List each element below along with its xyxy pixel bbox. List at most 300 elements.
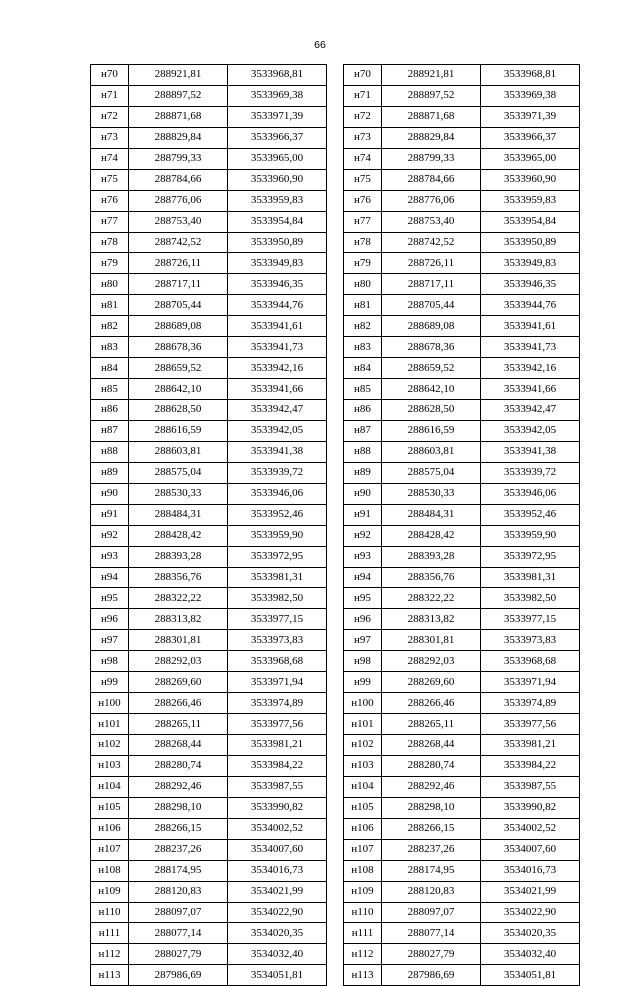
y-coordinate-cell: 3533946,06 <box>481 483 580 504</box>
point-id-cell: н79 <box>344 253 382 274</box>
y-coordinate-cell: 3533941,61 <box>228 316 327 337</box>
x-coordinate-cell: 288322,22 <box>129 588 228 609</box>
point-id-cell: н73 <box>344 127 382 148</box>
x-coordinate-cell: 288484,31 <box>382 504 481 525</box>
point-id-cell: н89 <box>91 462 129 483</box>
x-coordinate-cell: 288921,81 <box>129 65 228 86</box>
y-coordinate-cell: 3533977,56 <box>481 714 580 735</box>
table-row <box>344 965 580 986</box>
point-id-cell: н111 <box>91 923 129 944</box>
table-row <box>344 546 580 567</box>
point-id-cell: н109 <box>344 881 382 902</box>
x-coordinate-cell: 288356,76 <box>382 567 481 588</box>
x-coordinate-cell: 288530,33 <box>382 483 481 504</box>
y-coordinate-cell: 3533990,82 <box>228 797 327 818</box>
x-coordinate-cell: 288799,33 <box>129 148 228 169</box>
x-coordinate-cell: 288603,81 <box>129 441 228 462</box>
x-coordinate-cell: 288742,52 <box>382 232 481 253</box>
x-coordinate-cell: 288120,83 <box>129 881 228 902</box>
y-coordinate-cell: 3533942,47 <box>481 400 580 421</box>
x-coordinate-cell: 288726,11 <box>129 253 228 274</box>
x-coordinate-cell: 288393,28 <box>382 546 481 567</box>
y-coordinate-cell: 3534002,52 <box>481 818 580 839</box>
point-id-cell: н75 <box>344 169 382 190</box>
y-coordinate-cell: 3533942,05 <box>481 420 580 441</box>
table-row <box>91 441 327 462</box>
y-coordinate-cell: 3533942,47 <box>228 400 327 421</box>
x-coordinate-cell: 288428,42 <box>382 525 481 546</box>
y-coordinate-cell: 3533987,55 <box>228 776 327 797</box>
point-id-cell: н77 <box>344 211 382 232</box>
x-coordinate-cell: 288301,81 <box>129 630 228 651</box>
table-row <box>91 337 327 358</box>
point-id-cell: н88 <box>91 441 129 462</box>
page-number: 66 <box>314 39 326 51</box>
point-id-cell: н110 <box>91 902 129 923</box>
point-id-cell: н98 <box>344 651 382 672</box>
y-coordinate-cell: 3533944,76 <box>228 295 327 316</box>
table-row <box>344 420 580 441</box>
y-coordinate-cell: 3533977,15 <box>481 609 580 630</box>
table-row <box>344 65 580 86</box>
table-row <box>91 588 327 609</box>
x-coordinate-cell: 288726,11 <box>382 253 481 274</box>
table-row <box>344 232 580 253</box>
table-row <box>91 169 327 190</box>
y-coordinate-cell: 3533969,38 <box>228 85 327 106</box>
table-row <box>344 755 580 776</box>
point-id-cell: н112 <box>344 944 382 965</box>
point-id-cell: н105 <box>91 797 129 818</box>
point-id-cell: н97 <box>344 630 382 651</box>
table-row <box>91 755 327 776</box>
y-coordinate-cell: 3533960,90 <box>481 169 580 190</box>
x-coordinate-cell: 288298,10 <box>129 797 228 818</box>
x-coordinate-cell: 288642,10 <box>382 379 481 400</box>
x-coordinate-cell: 288097,07 <box>129 902 228 923</box>
table-row <box>344 295 580 316</box>
point-id-cell: н72 <box>91 106 129 127</box>
x-coordinate-cell: 288269,60 <box>129 672 228 693</box>
x-coordinate-cell: 288776,06 <box>382 190 481 211</box>
y-coordinate-cell: 3533968,68 <box>228 651 327 672</box>
point-id-cell: н94 <box>91 567 129 588</box>
y-coordinate-cell: 3533973,83 <box>228 630 327 651</box>
y-coordinate-cell: 3534022,90 <box>228 902 327 923</box>
table-row <box>344 483 580 504</box>
y-coordinate-cell: 3533971,94 <box>228 672 327 693</box>
y-coordinate-cell: 3533946,35 <box>481 274 580 295</box>
x-coordinate-cell: 288313,82 <box>129 609 228 630</box>
point-id-cell: н86 <box>91 400 129 421</box>
y-coordinate-cell: 3533966,37 <box>481 127 580 148</box>
y-coordinate-cell: 3534016,73 <box>228 860 327 881</box>
table-row <box>344 441 580 462</box>
table-row <box>91 902 327 923</box>
y-coordinate-cell: 3534020,35 <box>228 923 327 944</box>
point-id-cell: н92 <box>344 525 382 546</box>
y-coordinate-cell: 3533968,81 <box>228 65 327 86</box>
y-coordinate-cell: 3534021,99 <box>228 881 327 902</box>
y-coordinate-cell: 3533954,84 <box>481 211 580 232</box>
point-id-cell: н89 <box>344 462 382 483</box>
point-id-cell: н78 <box>344 232 382 253</box>
x-coordinate-cell: 288871,68 <box>382 106 481 127</box>
table-row <box>91 190 327 211</box>
point-id-cell: н94 <box>344 567 382 588</box>
x-coordinate-cell: 288120,83 <box>382 881 481 902</box>
x-coordinate-cell: 288717,11 <box>129 274 228 295</box>
coordinates-table-right <box>343 64 580 986</box>
point-id-cell: н95 <box>91 588 129 609</box>
x-coordinate-cell: 288659,52 <box>129 358 228 379</box>
x-coordinate-cell: 288829,84 <box>382 127 481 148</box>
table-row <box>344 693 580 714</box>
x-coordinate-cell: 288266,46 <box>129 693 228 714</box>
table-row <box>344 274 580 295</box>
point-id-cell: н83 <box>344 337 382 358</box>
point-id-cell: н103 <box>91 755 129 776</box>
point-id-cell: н95 <box>344 588 382 609</box>
point-id-cell: н80 <box>91 274 129 295</box>
x-coordinate-cell: 288322,22 <box>382 588 481 609</box>
table-row <box>344 818 580 839</box>
y-coordinate-cell: 3533974,89 <box>481 693 580 714</box>
x-coordinate-cell: 288603,81 <box>382 441 481 462</box>
table-row <box>91 651 327 672</box>
y-coordinate-cell: 3533950,89 <box>228 232 327 253</box>
y-coordinate-cell: 3533942,16 <box>481 358 580 379</box>
x-coordinate-cell: 288301,81 <box>382 630 481 651</box>
y-coordinate-cell: 3533959,90 <box>228 525 327 546</box>
y-coordinate-cell: 3533946,06 <box>228 483 327 504</box>
table-row <box>344 211 580 232</box>
table-row <box>91 211 327 232</box>
table-row <box>344 651 580 672</box>
point-id-cell: н76 <box>344 190 382 211</box>
x-coordinate-cell: 288776,06 <box>129 190 228 211</box>
point-id-cell: н93 <box>344 546 382 567</box>
x-coordinate-cell: 288292,46 <box>129 776 228 797</box>
x-coordinate-cell: 287986,69 <box>382 965 481 986</box>
x-coordinate-cell: 288742,52 <box>129 232 228 253</box>
x-coordinate-cell: 288266,15 <box>382 818 481 839</box>
x-coordinate-cell: 288628,50 <box>129 400 228 421</box>
y-coordinate-cell: 3534016,73 <box>481 860 580 881</box>
x-coordinate-cell: 288616,59 <box>129 420 228 441</box>
x-coordinate-cell: 288897,52 <box>129 85 228 106</box>
table-row <box>91 65 327 86</box>
x-coordinate-cell: 288689,08 <box>129 316 228 337</box>
table-row <box>344 609 580 630</box>
table-row <box>91 609 327 630</box>
point-id-cell: н85 <box>91 379 129 400</box>
table-row <box>344 148 580 169</box>
y-coordinate-cell: 3533950,89 <box>481 232 580 253</box>
x-coordinate-cell: 288871,68 <box>129 106 228 127</box>
table-row <box>91 295 327 316</box>
point-id-cell: н77 <box>91 211 129 232</box>
table-row <box>344 169 580 190</box>
point-id-cell: н76 <box>91 190 129 211</box>
y-coordinate-cell: 3533942,16 <box>228 358 327 379</box>
point-id-cell: н107 <box>344 839 382 860</box>
y-coordinate-cell: 3534051,81 <box>481 965 580 986</box>
coordinates-table-left <box>90 64 327 986</box>
point-id-cell: н113 <box>91 965 129 986</box>
point-id-cell: н96 <box>344 609 382 630</box>
x-coordinate-cell: 288174,95 <box>382 860 481 881</box>
y-coordinate-cell: 3533968,68 <box>481 651 580 672</box>
table-row <box>344 944 580 965</box>
y-coordinate-cell: 3533960,90 <box>228 169 327 190</box>
point-id-cell: н86 <box>344 400 382 421</box>
y-coordinate-cell: 3533981,21 <box>481 735 580 756</box>
y-coordinate-cell: 3534032,40 <box>481 944 580 965</box>
y-coordinate-cell: 3533972,95 <box>228 546 327 567</box>
x-coordinate-cell: 288705,44 <box>129 295 228 316</box>
y-coordinate-cell: 3533981,31 <box>228 567 327 588</box>
point-id-cell: н75 <box>91 169 129 190</box>
y-coordinate-cell: 3533941,38 <box>481 441 580 462</box>
y-coordinate-cell: 3533971,39 <box>481 106 580 127</box>
table-row <box>91 379 327 400</box>
point-id-cell: н74 <box>344 148 382 169</box>
point-id-cell: н108 <box>91 860 129 881</box>
point-id-cell: н99 <box>344 672 382 693</box>
y-coordinate-cell: 3533972,95 <box>481 546 580 567</box>
table-row <box>344 504 580 525</box>
y-coordinate-cell: 3533959,90 <box>481 525 580 546</box>
x-coordinate-cell: 288265,11 <box>129 714 228 735</box>
y-coordinate-cell: 3533939,72 <box>481 462 580 483</box>
x-coordinate-cell: 288530,33 <box>129 483 228 504</box>
table-row <box>91 797 327 818</box>
point-id-cell: н101 <box>344 714 382 735</box>
table-row <box>91 860 327 881</box>
point-id-cell: н102 <box>91 735 129 756</box>
table-row <box>91 127 327 148</box>
point-id-cell: н72 <box>344 106 382 127</box>
table-row <box>344 316 580 337</box>
x-coordinate-cell: 288027,79 <box>382 944 481 965</box>
y-coordinate-cell: 3534021,99 <box>481 881 580 902</box>
point-id-cell: н113 <box>344 965 382 986</box>
point-id-cell: н73 <box>91 127 129 148</box>
x-coordinate-cell: 288428,42 <box>129 525 228 546</box>
y-coordinate-cell: 3533984,22 <box>481 755 580 776</box>
point-id-cell: н111 <box>344 923 382 944</box>
y-coordinate-cell: 3533941,66 <box>228 379 327 400</box>
y-coordinate-cell: 3533941,73 <box>228 337 327 358</box>
x-coordinate-cell: 288298,10 <box>382 797 481 818</box>
y-coordinate-cell: 3533969,38 <box>481 85 580 106</box>
table-row <box>344 127 580 148</box>
y-coordinate-cell: 3534020,35 <box>481 923 580 944</box>
point-id-cell: н98 <box>91 651 129 672</box>
table-row <box>344 106 580 127</box>
point-id-cell: н84 <box>344 358 382 379</box>
table-row <box>91 358 327 379</box>
y-coordinate-cell: 3533941,73 <box>481 337 580 358</box>
point-id-cell: н93 <box>91 546 129 567</box>
table-row <box>91 274 327 295</box>
table-row <box>344 902 580 923</box>
x-coordinate-cell: 288266,46 <box>382 693 481 714</box>
point-id-cell: н70 <box>91 65 129 86</box>
x-coordinate-cell: 288705,44 <box>382 295 481 316</box>
x-coordinate-cell: 288269,60 <box>382 672 481 693</box>
table-row <box>344 253 580 274</box>
table-row <box>91 316 327 337</box>
point-id-cell: н80 <box>344 274 382 295</box>
y-coordinate-cell: 3534022,90 <box>481 902 580 923</box>
x-coordinate-cell: 288921,81 <box>382 65 481 86</box>
x-coordinate-cell: 288799,33 <box>382 148 481 169</box>
y-coordinate-cell: 3533971,94 <box>481 672 580 693</box>
point-id-cell: н87 <box>344 420 382 441</box>
point-id-cell: н108 <box>344 860 382 881</box>
table-row <box>344 923 580 944</box>
y-coordinate-cell: 3533949,83 <box>228 253 327 274</box>
x-coordinate-cell: 288659,52 <box>382 358 481 379</box>
y-coordinate-cell: 3533946,35 <box>228 274 327 295</box>
y-coordinate-cell: 3533952,46 <box>228 504 327 525</box>
point-id-cell: н100 <box>344 693 382 714</box>
y-coordinate-cell: 3533977,56 <box>228 714 327 735</box>
y-coordinate-cell: 3533966,37 <box>228 127 327 148</box>
table-row <box>91 483 327 504</box>
table-row <box>344 337 580 358</box>
y-coordinate-cell: 3533977,15 <box>228 609 327 630</box>
point-id-cell: н91 <box>344 504 382 525</box>
x-coordinate-cell: 288077,14 <box>129 923 228 944</box>
table-row <box>91 881 327 902</box>
x-coordinate-cell: 288678,36 <box>129 337 228 358</box>
table-row <box>344 672 580 693</box>
table-row <box>344 462 580 483</box>
y-coordinate-cell: 3533965,00 <box>481 148 580 169</box>
x-coordinate-cell: 288097,07 <box>382 902 481 923</box>
point-id-cell: н78 <box>91 232 129 253</box>
table-row <box>91 232 327 253</box>
x-coordinate-cell: 288268,44 <box>129 735 228 756</box>
x-coordinate-cell: 288292,03 <box>129 651 228 672</box>
x-coordinate-cell: 288237,26 <box>129 839 228 860</box>
table-row <box>344 735 580 756</box>
y-coordinate-cell: 3533959,83 <box>228 190 327 211</box>
point-id-cell: н100 <box>91 693 129 714</box>
point-id-cell: н97 <box>91 630 129 651</box>
x-coordinate-cell: 288753,40 <box>129 211 228 232</box>
table-row <box>91 420 327 441</box>
point-id-cell: н82 <box>344 316 382 337</box>
point-id-cell: н81 <box>344 295 382 316</box>
x-coordinate-cell: 288027,79 <box>129 944 228 965</box>
point-id-cell: н87 <box>91 420 129 441</box>
table-row <box>91 714 327 735</box>
y-coordinate-cell: 3533990,82 <box>481 797 580 818</box>
table-row <box>344 400 580 421</box>
x-coordinate-cell: 288292,46 <box>382 776 481 797</box>
table-row <box>344 714 580 735</box>
table-row <box>344 358 580 379</box>
x-coordinate-cell: 288292,03 <box>382 651 481 672</box>
y-coordinate-cell: 3533973,83 <box>481 630 580 651</box>
table-row <box>91 965 327 986</box>
x-coordinate-cell: 288174,95 <box>129 860 228 881</box>
point-id-cell: н82 <box>91 316 129 337</box>
table-row <box>91 85 327 106</box>
y-coordinate-cell: 3533954,84 <box>228 211 327 232</box>
y-coordinate-cell: 3533971,39 <box>228 106 327 127</box>
x-coordinate-cell: 288717,11 <box>382 274 481 295</box>
point-id-cell: н71 <box>91 85 129 106</box>
table-row <box>344 860 580 881</box>
x-coordinate-cell: 288575,04 <box>382 462 481 483</box>
point-id-cell: н74 <box>91 148 129 169</box>
x-coordinate-cell: 288642,10 <box>129 379 228 400</box>
y-coordinate-cell: 3533982,50 <box>481 588 580 609</box>
x-coordinate-cell: 288077,14 <box>382 923 481 944</box>
point-id-cell: н103 <box>344 755 382 776</box>
table-row <box>91 923 327 944</box>
y-coordinate-cell: 3534051,81 <box>228 965 327 986</box>
table-row <box>344 85 580 106</box>
x-coordinate-cell: 288268,44 <box>382 735 481 756</box>
y-coordinate-cell: 3533959,83 <box>481 190 580 211</box>
table-row <box>344 776 580 797</box>
point-id-cell: н79 <box>91 253 129 274</box>
point-id-cell: н90 <box>91 483 129 504</box>
y-coordinate-cell: 3533982,50 <box>228 588 327 609</box>
point-id-cell: н96 <box>91 609 129 630</box>
point-id-cell: н106 <box>344 818 382 839</box>
point-id-cell: н109 <box>91 881 129 902</box>
x-coordinate-cell: 288575,04 <box>129 462 228 483</box>
table-row <box>344 588 580 609</box>
table-row <box>91 546 327 567</box>
point-id-cell: н90 <box>344 483 382 504</box>
y-coordinate-cell: 3533941,38 <box>228 441 327 462</box>
y-coordinate-cell: 3533941,66 <box>481 379 580 400</box>
x-coordinate-cell: 288616,59 <box>382 420 481 441</box>
y-coordinate-cell: 3533949,83 <box>481 253 580 274</box>
y-coordinate-cell: 3533984,22 <box>228 755 327 776</box>
y-coordinate-cell: 3533965,00 <box>228 148 327 169</box>
x-coordinate-cell: 288897,52 <box>382 85 481 106</box>
y-coordinate-cell: 3533942,05 <box>228 420 327 441</box>
y-coordinate-cell: 3533981,21 <box>228 735 327 756</box>
x-coordinate-cell: 288689,08 <box>382 316 481 337</box>
x-coordinate-cell: 288829,84 <box>129 127 228 148</box>
y-coordinate-cell: 3534007,60 <box>228 839 327 860</box>
x-coordinate-cell: 288265,11 <box>382 714 481 735</box>
table-row <box>91 944 327 965</box>
table-row <box>91 567 327 588</box>
table-row <box>344 630 580 651</box>
y-coordinate-cell: 3533952,46 <box>481 504 580 525</box>
x-coordinate-cell: 288484,31 <box>129 504 228 525</box>
point-id-cell: н88 <box>344 441 382 462</box>
table-row <box>91 400 327 421</box>
point-id-cell: н70 <box>344 65 382 86</box>
point-id-cell: н83 <box>91 337 129 358</box>
y-coordinate-cell: 3533987,55 <box>481 776 580 797</box>
x-coordinate-cell: 288784,66 <box>382 169 481 190</box>
point-id-cell: н101 <box>91 714 129 735</box>
x-coordinate-cell: 288313,82 <box>382 609 481 630</box>
